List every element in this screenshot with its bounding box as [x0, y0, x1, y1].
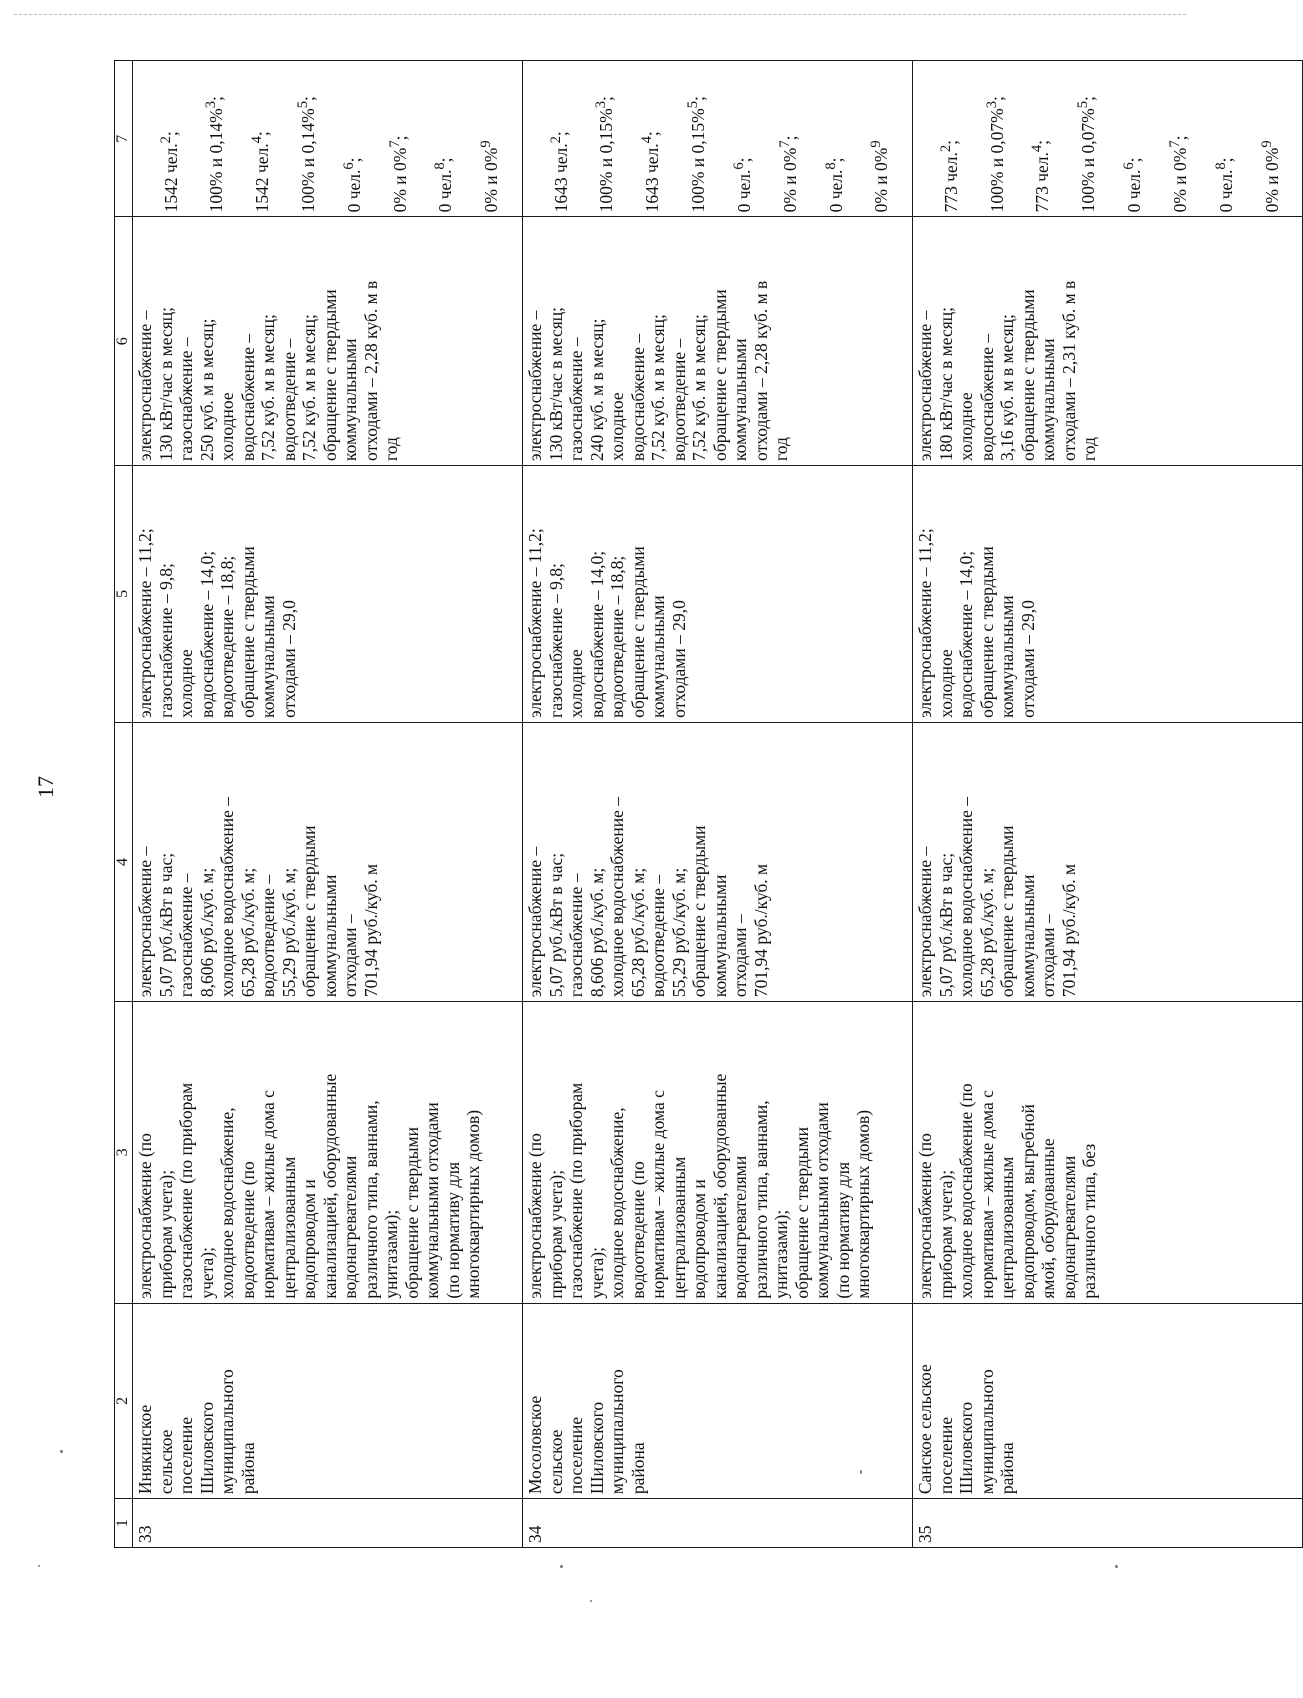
population-line: 0% и 0%$^9$ [478, 140, 502, 213]
population-stats [913, 61, 1303, 217]
population-line: 1643 чел.$^4$; [639, 131, 663, 213]
consumption-volumes: электроснабжение – 180 кВт/час в месяц; холодное водоснабжение – 3,16 куб. м в месяц; обращение с твердыми коммунальными отходами – 2,31 куб. м в год [913, 217, 1303, 466]
population-line: 773 чел.$^2$; [937, 139, 961, 213]
header-col-5: 5 [115, 465, 133, 722]
row-number: 35 [913, 1499, 1303, 1548]
population-stats [523, 61, 913, 217]
table-row [913, 61, 1303, 1548]
header-col-1: 1 [115, 1499, 133, 1548]
population-line: 100% и 0,14%$^3$; [203, 96, 227, 213]
growth-indices: электроснабжение – 11,2; газоснабжение – 9,8; холодное водоснабжение – 14,0; водоотведение – 18,8; обращение с твердыми коммунальными отходами – 29,0 [133, 465, 523, 722]
header-col-2: 2 [115, 1303, 133, 1498]
header-col-7: 7 [115, 61, 133, 217]
population-line: 1542 чел.$^2$; [157, 131, 181, 213]
utility-services: электроснабжение (по приборам учета); холодное водоснабжение (по нормативам – жилые дома с централизованным водопроводом, выгребной ямой, оборудованные водонагревателями различного типа, без [913, 1002, 1303, 1304]
header-col-4: 4 [115, 722, 133, 1001]
settlement-name: Санское сельское поселение Шиловского муниципального района [913, 1303, 1303, 1498]
population-line: 0% и 0%$^9$ [868, 140, 892, 213]
population-line: 100% и 0,15%$^3$; [593, 96, 617, 213]
scan-speck [1115, 1565, 1118, 1568]
population-line: 0% и 0%$^9$ [1258, 140, 1282, 213]
scan-speck [60, 1450, 63, 1453]
growth-indices: электроснабжение – 11,2; холодное водоснабжение – 14,0; обращение с твердыми коммунальными отходами – 29,0 [913, 465, 1303, 722]
header-row [115, 61, 133, 1548]
population-line: 0 чел.$^6$; [340, 157, 364, 213]
population-line: 0% и 0%$^7$; [1166, 135, 1190, 213]
population-line: 0% и 0%$^7$; [386, 135, 410, 213]
population-line: 100% и 0,14%$^5$; [294, 96, 318, 213]
header-col-3: 3 [115, 1002, 133, 1304]
population-line: 1542 чел.$^4$; [249, 131, 272, 213]
scan-speck [860, 1470, 862, 1474]
table-frame [114, 60, 1282, 1548]
population-stats [133, 61, 523, 217]
row-number: 33 [133, 1499, 523, 1548]
population-line: 773 чел.$^4$; [1029, 139, 1053, 213]
growth-indices: электроснабжение – 11,2; газоснабжение – 9,8; холодное водоснабжение – 14,0; водоотведение – 18,8; обращение с твердыми коммунальными отходами – 29,0 [523, 465, 913, 722]
tariffs: электроснабжение – 5,07 руб./кВт в час; холодное водоснабжение – 65,28 руб./куб. м; обращение с твердыми коммунальными отходами – 701,94 руб./куб. м [913, 722, 1303, 1001]
row-number: 34 [523, 1499, 913, 1548]
settlement-name: Мосоловское сельское поселение Шиловского муниципального района [523, 1303, 913, 1498]
tariffs: электроснабжение – 5,07 руб./кВт в час; газоснабжение – 8,606 руб./куб. м; холодное водоснабжение – 65,28 руб./куб. м; водоотведение – 55,29 руб./куб. м; обращение с твердыми коммунальными отходами – 701,94 руб./куб. м [523, 722, 913, 1001]
consumption-volumes: электроснабжение – 130 кВт/час в месяц; газоснабжение – 240 куб. м в месяц; холодное водоснабжение – 7,52 куб. м в месяц; водоотведение – 7,52 куб. м в месяц; обращение с твердыми коммунальными отходами – 2,28 куб. м в год [523, 217, 913, 466]
population-line: 1643 чел.$^2$; [547, 131, 571, 213]
table-row [133, 61, 523, 1548]
header-col-6: 6 [115, 217, 133, 466]
utility-services: электроснабжение (по приборам учета); газоснабжение (по приборам учета); холодное водоснабжение, водоотведение (по нормативам – жилые дома с централизованным водопроводом и канализацией, оборудованные водонагревателями различного типа, ваннами, унитазами); обращение с твердыми коммунальными отходами (по нормативу для многоквартирных домов) [523, 1002, 913, 1304]
settlement-name: Инякинское сельское поселение Шиловского муниципального района [133, 1303, 523, 1498]
population-line: 0 чел.$^8$; [822, 157, 846, 213]
page-number: 17 [33, 776, 58, 798]
table-row [523, 61, 913, 1548]
population-line: 0 чел.$^8$; [432, 157, 456, 213]
rotated-table-container [114, 60, 1282, 1548]
population-line: 100% и 0,07%$^5$; [1075, 96, 1099, 213]
population-line: 0 чел.$^6$; [730, 157, 754, 213]
scan-speck [560, 1565, 563, 1568]
utility-services: электроснабжение (по приборам учета); газоснабжение (по приборам учета); холодное водоснабжение, водоотведение (по нормативам – жилые дома с централизованным водопроводом и канализацией, оборудованные водонагревателями различного типа, ваннами, унитазами); обращение с твердыми коммунальными отходами (по нормативу для многоквартирных домов) [133, 1002, 523, 1304]
population-line: 0 чел.$^8$; [1212, 157, 1236, 213]
population-line: 100% и 0,15%$^5$; [685, 96, 708, 213]
tariff-table [114, 60, 1303, 1548]
population-line: 100% и 0,07%$^3$; [983, 96, 1007, 213]
population-line: 0% и 0%$^7$; [776, 135, 800, 213]
population-line: 0 чел.$^6$; [1121, 157, 1144, 213]
scan-edge-line [14, 14, 1186, 15]
consumption-volumes: электроснабжение – 130 кВт/час в месяц; газоснабжение – 250 куб. м в месяц; холодное водоснабжение – 7,52 куб. м в месяц; водоотведение – 7,52 куб. м в месяц; обращение с твердыми коммунальными отходами – 2,28 куб. м в год [133, 217, 523, 466]
scan-speck [590, 1600, 592, 1602]
scan-speck [38, 1565, 40, 1567]
tariffs: электроснабжение – 5,07 руб./кВт в час; газоснабжение – 8,606 руб./куб. м; холодное водоснабжение – 65,28 руб./куб. м; водоотведение – 55,29 руб./куб. м; обращение с твердыми коммунальными отходами – 701,94 руб./куб. м [133, 722, 523, 1001]
